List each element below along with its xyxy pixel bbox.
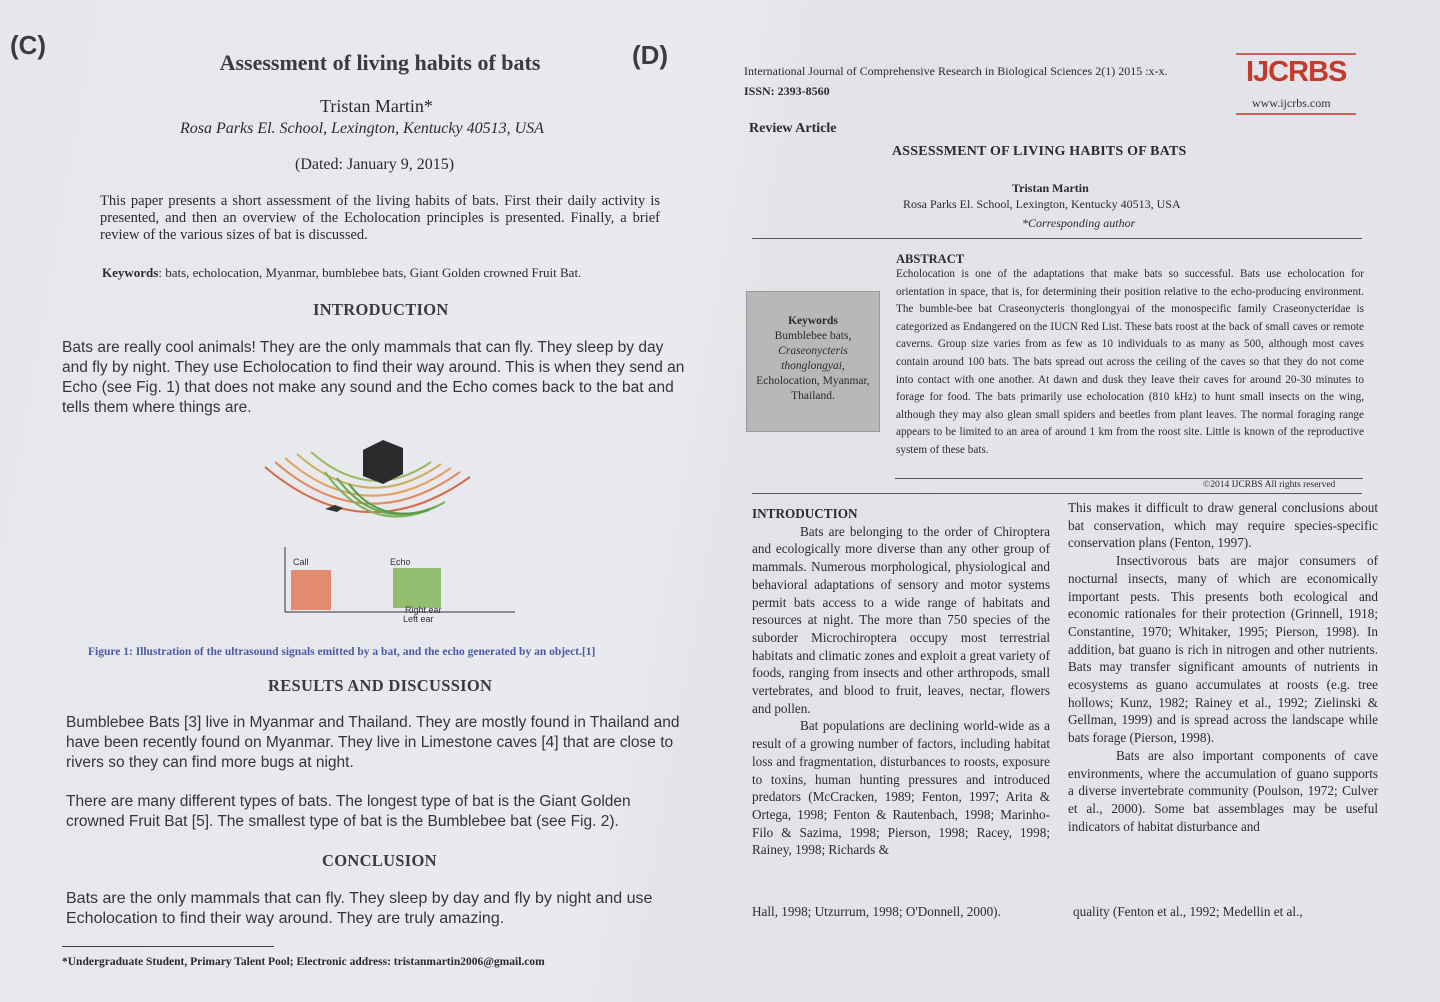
copyright-notice: ©2014 IJCRBS All rights reserved	[1203, 480, 1336, 490]
keywords-list: : bats, echolocation, Myanmar, bumblebee bats, Giant Golden crowned Fruit Bat.	[158, 265, 582, 280]
paper-c-introduction-text: Bats are really cool animals! They are the only mammals that can fly. They sleep by day and fly by night. They use Echolocation to find their way around. This is when they send an Echo (see Fig. 1) that does not make any sound and the Echo comes back to the bat and tells them where things are.	[62, 339, 685, 416]
paper-c-conclusion-heading: CONCLUSION	[322, 851, 437, 870]
paper-d-affiliation: Rosa Parks El. School, Lexington, Kentucky 40513, USA	[903, 197, 1181, 211]
paper-c-results-paragraph-2: There are many different types of bats. The longest type of bat is the Giant Golden crowned Fruit Bat [5]. The smallest type of bat is the Bumblebee bat (see Fig. 2).	[66, 793, 631, 830]
panel-label-c: (C)	[10, 30, 47, 60]
paper-c-results-paragraph-1: Bumblebee Bats [3] live in Myanmar and Thailand. They are mostly found in Thailand and have been recently found on Myanmar. They live in Limestone caves [4] that are close to rivers so they can find more bugs at night.	[66, 714, 680, 771]
paper-c-author: Tristan Martin*	[320, 96, 433, 116]
paper-d-col2-paragraph-2: Insectivorous bats are major consumers of nocturnal insects, many of which are economically important pests. This presents both ecological and economic rationales for their protection (Grinnell, 1918; Constantine, 1970; Whitaker, 1995; Pierson, 1998). In addition, bat guano is rich in nitrogen and other nutrients. Bats may transfer significant amounts of nutrients in ecosystems as guano accumulates at roosts (e.g. tree hollows; Kunz, 1982; Rainey et al., 1992; Zielinski & Gellman, 1999) and is spread across the landscape while bats forage (Pierson, 1998).	[1068, 553, 1378, 746]
paper-d-abstract: Echolocation is one of the adaptations that make bats so successful. Bats use echolocation for orientation in space, that is, for determining their position relative to the echo-producing environment. The bumble-bee bat Craseonycteris thonglongyai of the monospecific family Craseonycteridae is categorized as Endangered on the IUCN Red List. These bats roost at the back of small caves or remote caverns. Group size varies from as few as 10 individuals to as many as 500, although most caves contain around 100 bats. The bats spread out across the ceiling of the caves so that they do not come into contact with one another. At dawn and dusk they leave their caves for around 20-30 minutes to forage for food. The bats primarily use echolocation (810 kHz) to hunt small insects on the wing, although they may also glean small spiders and beetles from plant leaves. The normal foraging range appears to be limited to an area of around 1 km from the roost site. Little is known of the reproductive system of these bats.	[896, 268, 1364, 456]
paper-d-introduction-heading: INTRODUCTION	[752, 506, 858, 521]
paper-c-date: (Dated: January 9, 2015)	[295, 156, 455, 173]
journal-issn: ISSN: 2393-8560	[744, 84, 830, 98]
left-ear-label: Left ear	[403, 614, 434, 624]
paper-d-column-1	[752, 505, 1050, 903]
paper-d-author: Tristan Martin	[1012, 181, 1089, 195]
abstract-rule	[895, 478, 1363, 479]
keywords-label: Keywords	[102, 265, 159, 280]
keywords-box-heading: Keywords	[788, 315, 838, 327]
keyword-line: thonglongyai,	[781, 360, 845, 372]
paper-c-results-heading: RESULTS AND DISCUSSION	[268, 676, 493, 695]
right-ear-label: Right ear	[405, 605, 442, 615]
paper-c-abstract: This paper presents a short assessment of the living habits of bats. First their daily activity is presented, and then an overview of the Echolocation principles is presented. Finally, a brief review of the various sizes of bat is discussed.	[100, 193, 660, 243]
figure-1-caption: Figure 1: Illustration of the ultrasound signals emitted by a bat, and the echo generated by an object.[1]	[88, 646, 596, 658]
keyword-line: Thailand.	[791, 390, 835, 402]
panel-label-d: (D)	[632, 40, 669, 70]
paper-d-col2-paragraph-1: This makes it difficult to draw general conclusions about bat conservation, which may require species-specific conservation plans (Fenton, 1997).	[1068, 500, 1378, 551]
paper-d-col1-paragraph-2: Bat populations are declining world-wide as a result of a growing number of factors, including habitat loss and fragmentation, disturbances to roosts, exposure to toxins, human hunting pressures and introduced predators (McCracken, 1989; Fenton, 1997; Arita & Ortega, 1998; Fenton & Rautenbach, 1998; Marinho-Filo & Sazima, 1998; Pierson, 1998; Racey, 1998; Rainey, 1998; Richards &	[752, 718, 1050, 858]
call-waveform	[291, 570, 331, 610]
abstract-bottom-rule	[752, 493, 1362, 494]
paper-c-introduction-heading: INTRODUCTION	[313, 300, 449, 319]
paper-d-col2-paragraph-3: Bats are also important components of cave environments, where the accumulation of guano supports a diverse invertebrate community (Poulson, 1972; Culver et al., 2000). Some bat assemblages may be useful indicators of habitat disturbance and	[1068, 747, 1378, 834]
keyword-line: Echolocation, Myanmar,	[756, 375, 870, 387]
keywords-box	[746, 291, 880, 432]
paper-d-col2-tail: quality (Fenton et al., 1992; Medellin et al.,	[1073, 904, 1303, 919]
header-rule	[752, 238, 1362, 239]
paper-d-col1-paragraph-1: Bats are belonging to the order of Chiroptera and ecologically more diverse than any other group of mammals. Numerous morphological, physiological and behavioral adaptations of sensory and motor systems permit bats access to a wide range of habitats and resources at night. The more than 750 species of the suborder Microchiroptera occupy most terrestrial habitats and climatic zones and exploit a great variety of foods, ranging from insects and other arthropods, small vertebrates, and blood to fruit, leaves, nectar, flowers and pollen.	[752, 523, 1050, 716]
footnote-rule	[62, 946, 274, 947]
call-label: Call	[293, 557, 309, 567]
abstract-heading: ABSTRACT	[896, 252, 965, 266]
journal-name: International Journal of Comprehensive Research in Biological Sciences 2(1) 2015 :x-x.	[744, 64, 1168, 78]
paper-d-title: ASSESSMENT OF LIVING HABITS OF BATS	[892, 144, 1187, 159]
bat-silhouette	[325, 505, 343, 512]
paper-c-footnote: *Undergraduate Student, Primary Talent Pool; Electronic address: tristanmartin2006@gmail.com	[62, 956, 545, 968]
paper-c-conclusion-text: Bats are the only mammals that can fly. They sleep by day and fly by night and use Echolocation to find their way around. They are truly amazing.	[66, 890, 653, 927]
paper-d-col1-tail: Hall, 1998; Utzurrum, 1998; O'Donnell, 2000).	[752, 904, 1001, 919]
corresponding-author-note: *Corresponding author	[1022, 216, 1136, 230]
paper-c-keywords	[102, 265, 682, 281]
logo-text: IJCRBS	[1246, 56, 1347, 88]
echolocation-figure	[255, 432, 555, 632]
keyword-line: Bumblebee bats,	[774, 330, 852, 342]
logo-url: www.ijcrbs.com	[1252, 96, 1331, 110]
article-type: Review Article	[749, 121, 837, 136]
paper-c-title: Assessment of living habits of bats	[219, 50, 541, 75]
paper-c-affiliation: Rosa Parks El. School, Lexington, Kentucky 40513, USA	[180, 120, 544, 137]
echo-waveform	[393, 568, 441, 608]
keyword-line: Craseonycteris	[778, 345, 848, 357]
paper-d-column-2	[1068, 499, 1378, 903]
echo-label: Echo	[390, 557, 411, 567]
